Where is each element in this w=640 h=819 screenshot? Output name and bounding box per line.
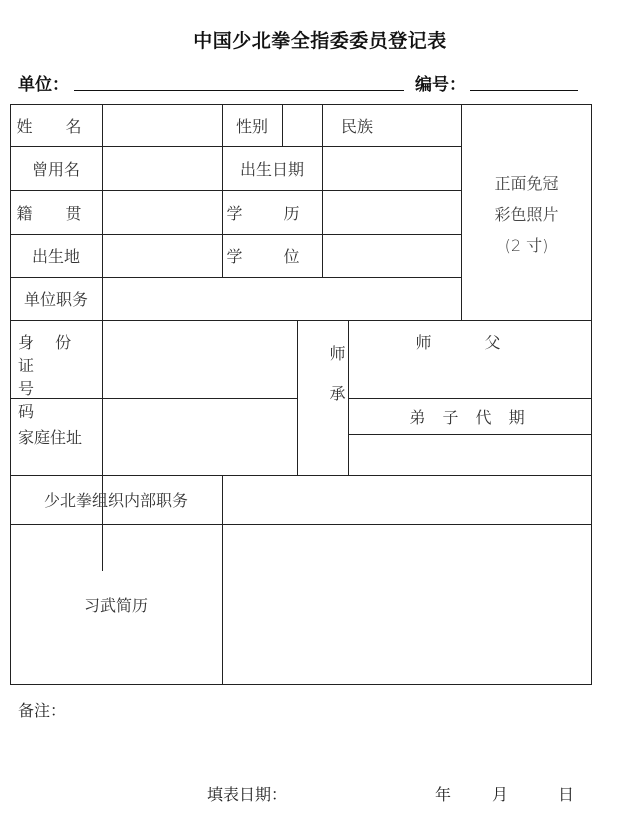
job-title-field[interactable] [103, 278, 461, 320]
unit-label: 单位： [18, 75, 69, 95]
martial-history-field[interactable] [223, 525, 591, 684]
year-field[interactable] [300, 782, 430, 802]
former-name-field[interactable] [103, 147, 221, 190]
year-label: 年 [435, 785, 452, 804]
ethnicity-field[interactable] [392, 105, 461, 146]
birthplace-field[interactable] [103, 235, 221, 277]
day-field[interactable] [512, 782, 557, 802]
day-label: 日 [558, 785, 575, 804]
id-label-line2: 号 码 [18, 379, 61, 421]
remarks-field[interactable] [70, 698, 590, 768]
gender-field[interactable] [283, 105, 321, 146]
martial-history-label: 习武简历 [83, 595, 148, 615]
disciple-generation-field[interactable] [349, 435, 591, 475]
disciple-generation-label: 弟 子 代 期 [409, 408, 531, 427]
number-input-line[interactable] [470, 90, 578, 91]
photo-text-line1: 正面免冠 [494, 173, 559, 193]
page-title: 中国少北拳全指委委员登记表 [193, 30, 447, 52]
name-field[interactable] [103, 105, 221, 146]
gender-label: 性别 [235, 116, 268, 136]
former-name-label: 曾用名 [31, 159, 80, 179]
master-label: 师 父 [415, 332, 525, 352]
birth-date-field[interactable] [323, 147, 461, 190]
education-label: 学 历 [226, 203, 318, 223]
number-label: 编号： [415, 75, 466, 95]
degree-label: 学 位 [226, 247, 318, 266]
photo-text-line3: (2 寸) [504, 235, 549, 255]
native-place-label: 籍 贯 [16, 203, 96, 223]
job-title-label: 单位职务 [23, 290, 88, 309]
birth-date-label: 出生日期 [239, 159, 304, 179]
home-address-field[interactable] [103, 399, 297, 475]
degree-field[interactable] [323, 235, 461, 277]
birthplace-label: 出生地 [31, 247, 80, 266]
photo-placeholder[interactable] [462, 164, 591, 264]
native-place-field[interactable] [103, 191, 221, 234]
unit-input-line[interactable] [74, 90, 404, 91]
photo-text-line2: 彩色照片 [494, 204, 559, 224]
month-label: 月 [492, 785, 509, 804]
fill-date-label: 填表日期： [207, 785, 288, 804]
month-field[interactable] [455, 782, 490, 802]
registration-form [10, 104, 592, 685]
name-label: 姓 名 [16, 116, 96, 136]
id-label-line1: 身 份 证 [18, 333, 80, 375]
ethnicity-label: 民族 [340, 116, 373, 136]
org-position-label: 少北拳组织内部职务 [43, 491, 188, 510]
org-position-field[interactable] [223, 476, 591, 524]
remarks-label: 备注： [18, 701, 67, 720]
lineage-label: 师承 [327, 345, 346, 425]
master-field[interactable] [349, 361, 591, 398]
home-address-label: 家庭住址 [18, 428, 83, 447]
id-number-field[interactable] [103, 321, 297, 398]
education-field[interactable] [323, 191, 461, 234]
id-number-label [18, 330, 102, 421]
